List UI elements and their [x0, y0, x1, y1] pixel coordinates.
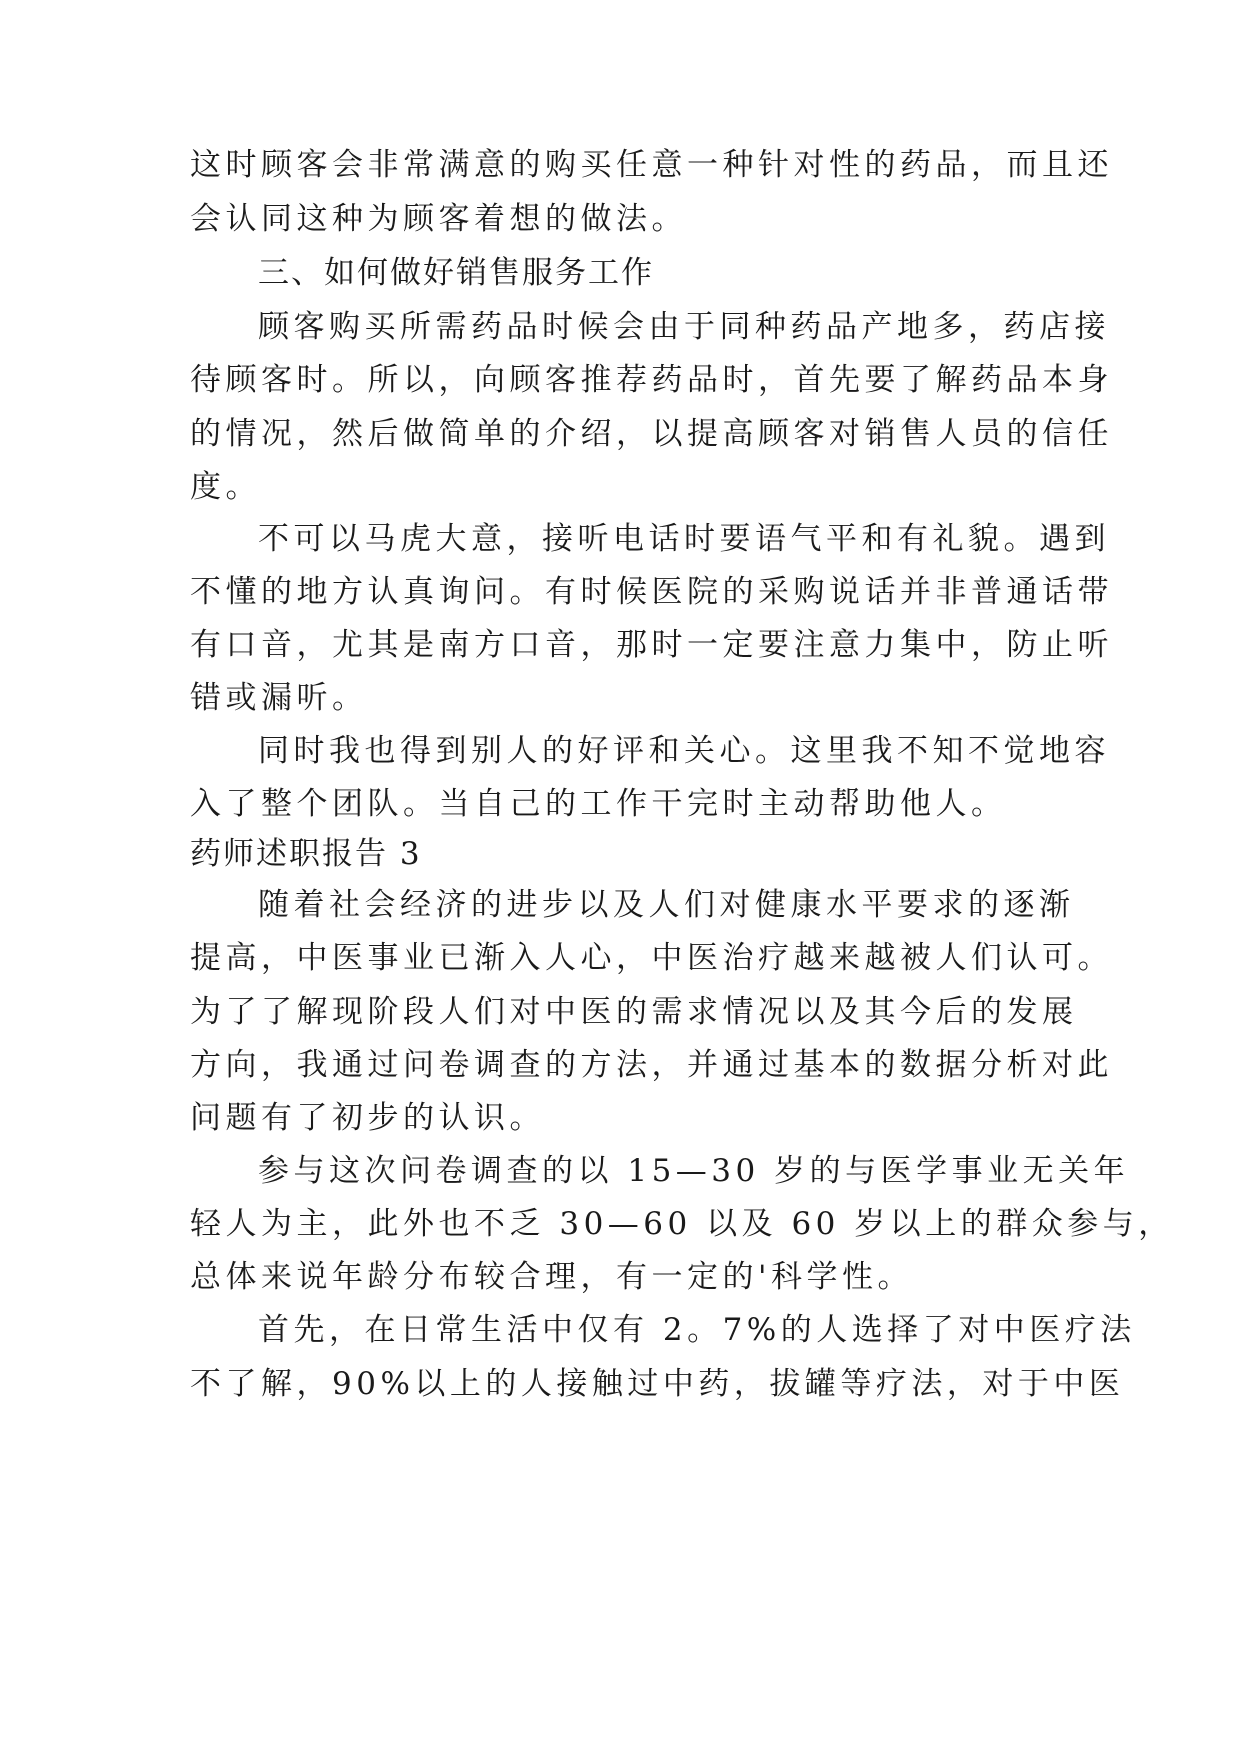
paragraph-line: 有口音，尤其是南方口音，那时一定要注意力集中，防止听 — [190, 627, 1113, 663]
paragraph-line: 这时顾客会非常满意的购买任意一种针对性的药品，而且还 — [190, 147, 1113, 183]
paragraph-line: 问题有了初步的认识。 — [190, 1100, 545, 1136]
paragraph-line: 度。 — [190, 469, 261, 505]
paragraph-line: 不懂的地方认真询问。有时候医院的采购说话并非普通话带 — [190, 574, 1113, 610]
paragraph-line: 随着社会经济的进步以及人们对健康水平要求的逐渐 — [258, 887, 1075, 923]
paragraph-line: 顾客购买所需药品时候会由于同种药品产地多，药店接 — [258, 309, 1110, 345]
paragraph-line: 为了了解现阶段人们对中医的需求情况以及其今后的发展 — [190, 994, 1078, 1030]
paragraph-line: 的情况，然后做简单的介绍，以提高顾客对销售人员的信任 — [190, 416, 1113, 452]
paragraph-line: 错或漏听。 — [190, 680, 368, 716]
paragraph-line: 同时我也得到别人的好评和关心。这里我不知不觉地容 — [258, 733, 1110, 769]
paragraph-line: 不了解，90%以上的人接触过中药，拔罐等疗法，对于中医 — [190, 1366, 1125, 1402]
paragraph-line: 轻人为主，此外也不乏 30—60 以及 60 岁以上的群众参与， — [190, 1206, 1174, 1242]
paragraph-line: 总体来说年龄分布较合理，有一定的'科学性。 — [190, 1259, 914, 1295]
paragraph-line: 提高，中医事业已渐入人心，中医治疗越来越被人们认可。 — [190, 940, 1113, 976]
report-title: 药师述职报告 3 — [190, 836, 422, 872]
paragraph-line: 入了整个团队。当自己的工作干完时主动帮助他人。 — [190, 786, 1007, 822]
paragraph-line: 会认同这种为顾客着想的做法。 — [190, 201, 687, 237]
section-heading: 三、如何做好销售服务工作 — [258, 255, 654, 291]
paragraph-line: 首先，在日常生活中仅有 2。7%的人选择了对中医疗法 — [258, 1312, 1136, 1348]
paragraph-line: 参与这次问卷调查的以 15—30 岁的与医学事业无关年 — [258, 1153, 1130, 1189]
paragraph-line: 方向，我通过问卷调查的方法，并通过基本的数据分析对此 — [190, 1047, 1113, 1083]
paragraph-line: 不可以马虎大意，接听电话时要语气平和有礼貌。遇到 — [258, 521, 1110, 557]
paragraph-line: 待顾客时。所以，向顾客推荐药品时，首先要了解药品本身 — [190, 362, 1113, 398]
